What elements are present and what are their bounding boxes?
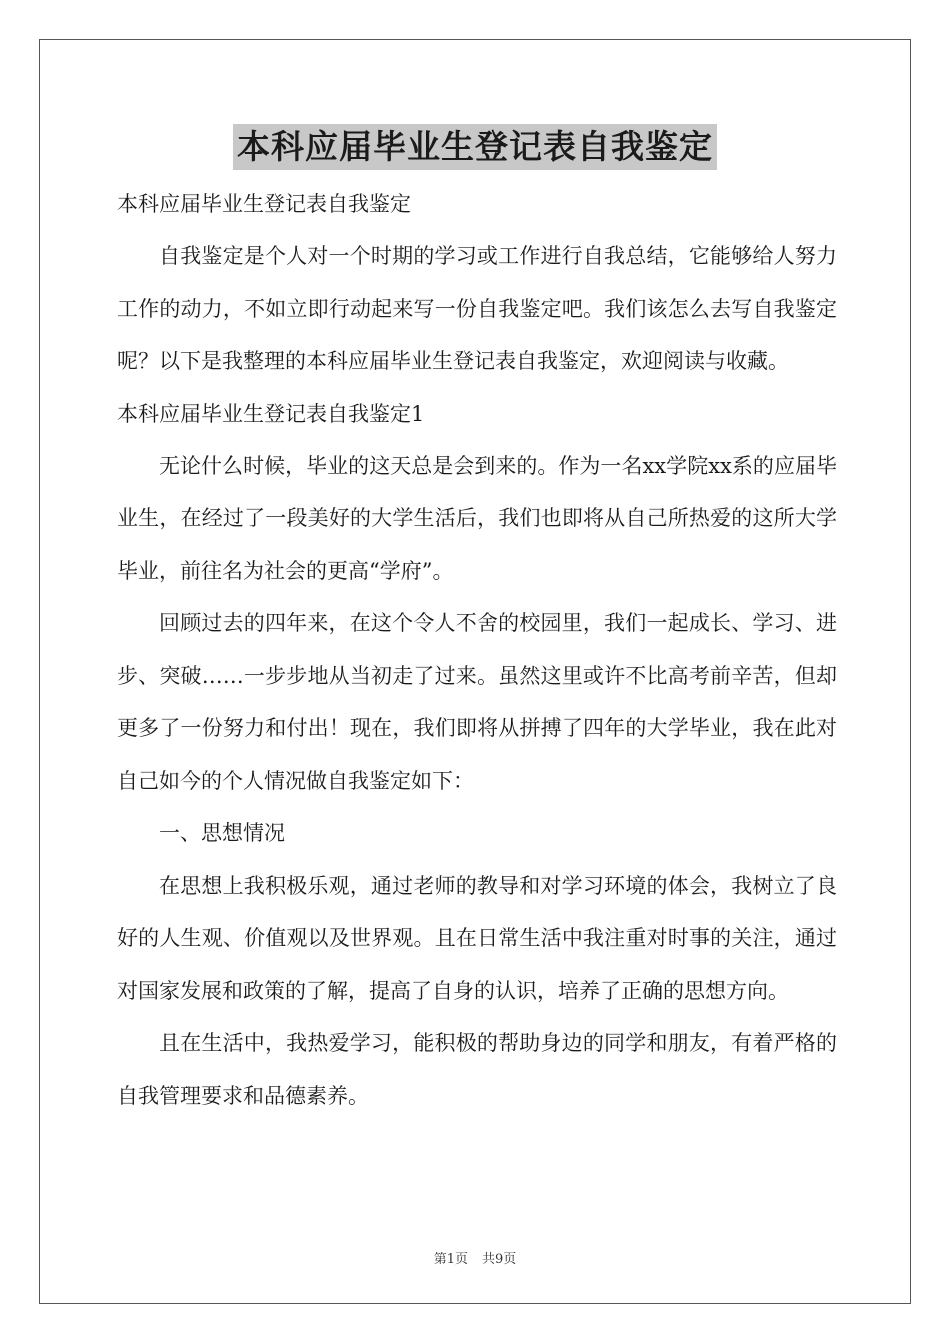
subsection-heading-thought: 一、思想情况: [159, 821, 285, 845]
intro-paragraph: 自我鉴定是个人对一个时期的学习或工作进行自我总结，它能够给人努力工作的动力，不如立即行动起来写一份自我鉴定吧。我们该怎么去写自我鉴定呢？以下是我整理的本科应届毕业生登记表自我鉴定，欢迎阅读与收藏。: [117, 244, 837, 373]
page-number: 第1页: [433, 1252, 468, 1267]
body-paragraph: 无论什么时候，毕业的这天总是会到来的。作为一名xx学院xx系的应届毕业生，在经过了一段美好的大学生活后，我们也即将从自己所热爱的这所大学毕业，前往名为社会的更高“学府”。: [117, 453, 837, 583]
document-title: [0, 124, 950, 170]
page-total: 共9页: [482, 1252, 517, 1267]
document-body: [117, 178, 837, 1122]
section-heading-1: 本科应届毕业生登记表自我鉴定1: [117, 401, 425, 426]
document-title-text: 本科应届毕业生登记表自我鉴定: [233, 124, 717, 170]
page-footer: [0, 1248, 950, 1267]
body-paragraph: 且在生活中，我热爱学习，能积极的帮助身边的同学和朋友，有着严格的自我管理要求和品德素养。: [117, 1031, 837, 1108]
body-paragraph: 在思想上我积极乐观，通过老师的教导和对学习环境的体会，我树立了良好的人生观、价值观以及世界观。且在日常生活中我注重对时事的关注，通过对国家发展和政策的了解，提高了自身的认识，培养了正确的思想方向。: [117, 873, 837, 1003]
document-subtitle: 本科应届毕业生登记表自我鉴定: [117, 192, 411, 216]
body-paragraph: 回顾过去的四年来，在这个令人不舍的校园里，我们一起成长、学习、进步、突破……一步步地从当初走了过来。虽然这里或许不比高考前辛苦，但却更多了一份努力和付出！现在，我们即将从拼搏了四年的大学毕业，我在此对自己如今的个人情况做自我鉴定如下：: [117, 611, 837, 793]
